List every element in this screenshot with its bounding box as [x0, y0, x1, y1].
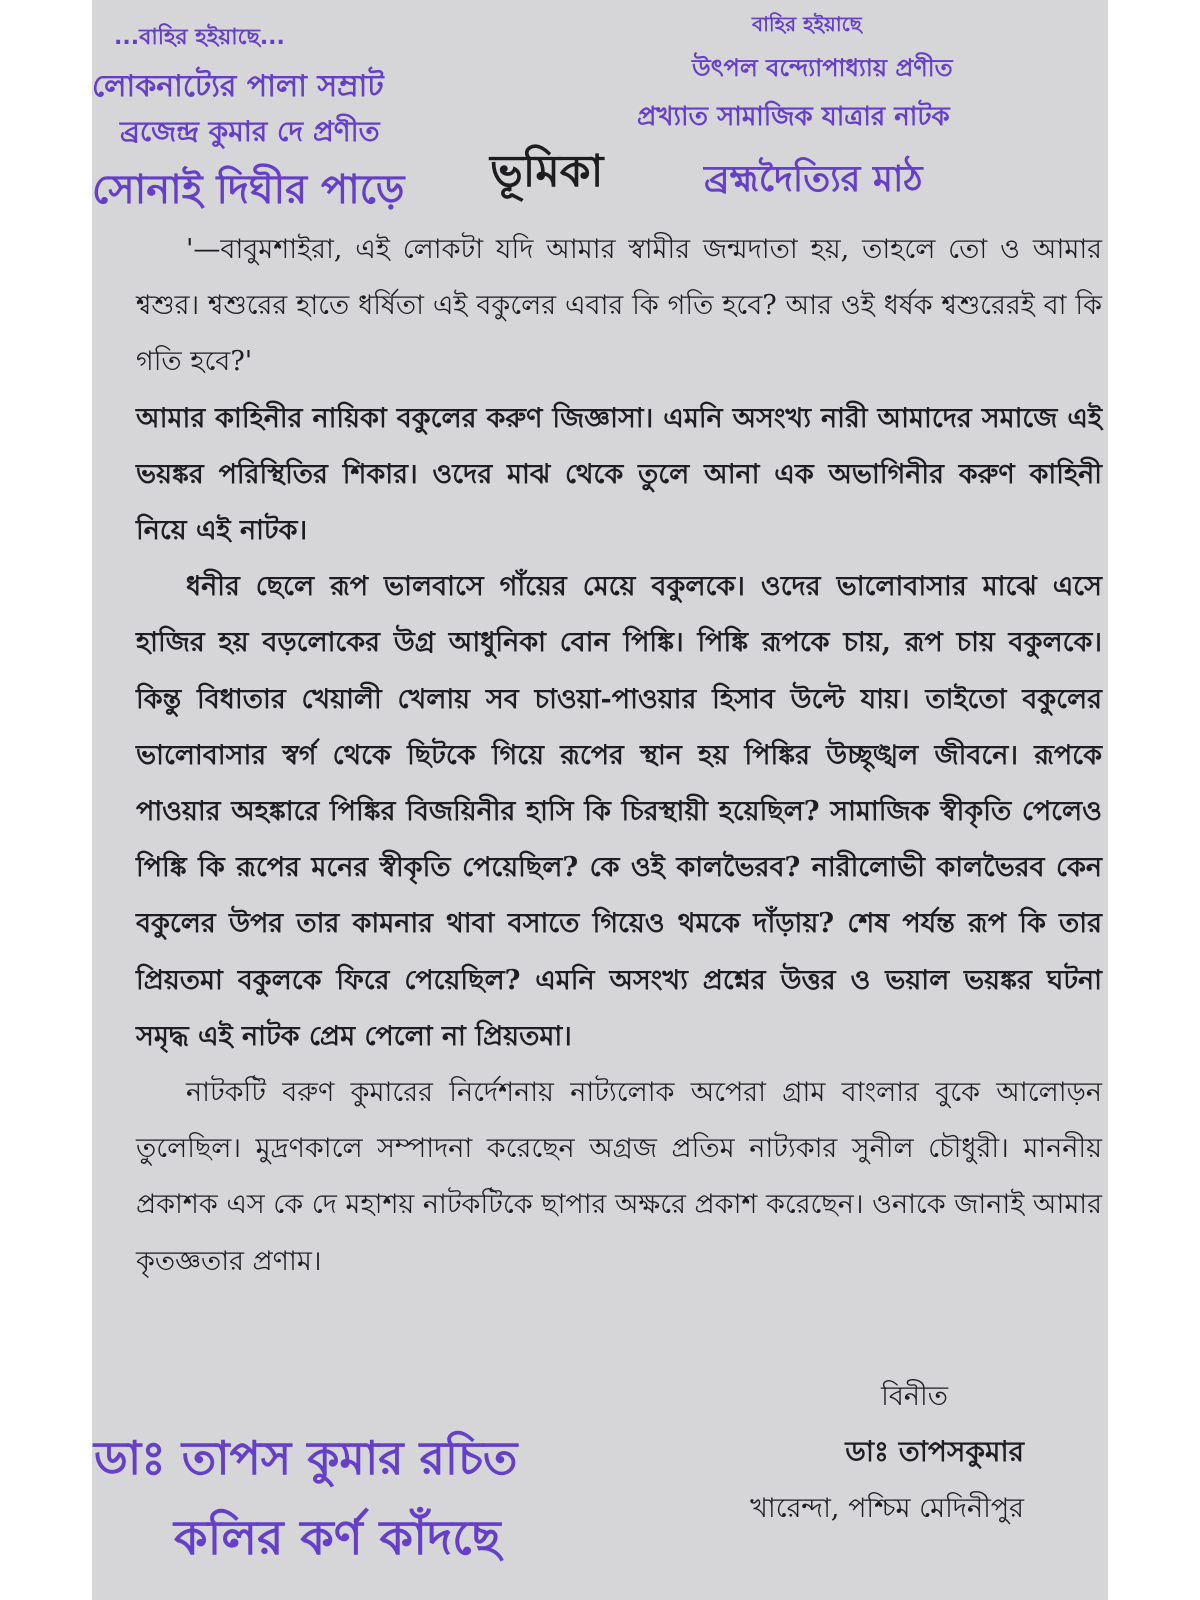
page-title: ভূমিকা	[490, 146, 604, 197]
stamp-text: ...বাহির হইয়াছে...	[114, 25, 285, 50]
paragraph-intro: আমার কাহিনীর নায়িকা বকুলের করুণ জিজ্ঞাসা। এমনি অসংখ্য নারী আমাদের সমাজে এই ভয়ঙ্কর পরিস্থিতির শিকার। ওদের মাঝ থেকে তুলে আনা এক অভাগিনীর করুণ কাহিনী নিয়ে এই নাটক।	[136, 402, 1102, 547]
stamp-text: বাহির হইয়াছে	[752, 12, 862, 36]
preface-body	[136, 222, 1102, 1290]
paragraph-quote: '—বাবুমশাইরা, এই লোকটা যদি আমার স্বামীর জন্মদাতা হয়, তাহলে তো ও আমার শ্বশুর। শ্বশুরের হাতে ধর্ষিতা এই বকুলের এবার কি গতি হবে? আর ওই ধর্ষক শ্বশুরেরই বা কি গতি হবে?'	[136, 234, 1102, 378]
paragraph-story: ধনীর ছেলে রূপ ভালবাসে গাঁয়ের মেয়ে বকুলকে। ওদের ভালোবাসার মাঝে এসে হাজির হয় বড়লোকের উগ্র আধুনিকা বোন পিঙ্কি। পিঙ্কি রূপকে চায়, রূপ চায় বকুলকে। কিন্তু বিধাতার খেয়ালী খেলায় সব চাওয়া-পাওয়ার হিসাব উল্টে যায়। তাইতো বকুলের ভালোবাসার স্বর্গ থেকে ছিটকে গিয়ে রূপের স্থান হয় পিঙ্কির উচ্ছৃঙ্খল জীবনে। রূপকে পাওয়ার অহঙ্কারে পিঙ্কির বিজয়িনীর হাসি কি চিরস্থায়ী হয়েছিল? সামাজিক স্বীকৃতি পেলেও পিঙ্কি কি রূপের মনের স্বীকৃতি পেয়েছিল? কে ওই কালভৈরব? নারীলোভী কালভৈরব কেন বকুলের উপর তার কামনার থাবা বসাতে গিয়েও থমকে দাঁড়ায়? শেষ পর্যন্ত রূপ কি তার প্রিয়তমা বকুলকে ফিরে পেয়েছিল? এমনি অসংখ্য প্রশ্নের উত্তর ও ভয়াল ভয়ঙ্কর ঘটনা সমৃদ্ধ এই নাটক প্রেম পেলো না প্রিয়তমা।	[136, 571, 1102, 1052]
stamp-text: ব্রজেন্দ্র কুমার দে প্রণীত	[120, 115, 380, 148]
book-page	[92, 0, 1108, 1600]
stamp-text: ডাঃ তাপস কুমার রচিত	[94, 1431, 518, 1485]
signature-address: খারেন্দা, পশ্চিম মেদিনীপুর	[750, 1493, 1024, 1524]
stamp-text: কলির কর্ণ কাঁদছে	[174, 1510, 501, 1566]
stamp-text: লোকনাট্যের পালা সম্রাট	[92, 69, 384, 104]
paragraph-acknowledgement: নাটকটি বরুণ কুমারের নির্দেশনায় নাট্যলোক অপেরা গ্রাম বাংলার বুকে আলোড়ন তুলেছিল। মুদ্রণকালে সম্পাদনা করেছেন অগ্রজ প্রতিম নাট্যকার সুনীল চৌধুরী। মাননীয় প্রকাশক এস কে দে মহাশয় নাটকটিকে ছাপার অক্ষরে প্রকাশ করেছেন। ওনাকে জানাই আমার কৃতজ্ঞতার প্রণাম।	[136, 1077, 1102, 1277]
signature-name: ডাঃ তাপসকুমার	[845, 1435, 1024, 1468]
stamp-text: সোনাই দিঘীর পাড়ে	[92, 167, 405, 213]
signature-closing: বিনীত	[881, 1381, 948, 1412]
stamp-text: ব্রহ্মদৈত্যির মাঠ	[704, 159, 923, 200]
stamp-text: প্রখ্যাত সামাজিক যাত্রার নাটক	[637, 102, 950, 132]
stamp-text: উৎপল বন্দ্যোপাধ্যায় প্রণীত	[692, 54, 953, 82]
